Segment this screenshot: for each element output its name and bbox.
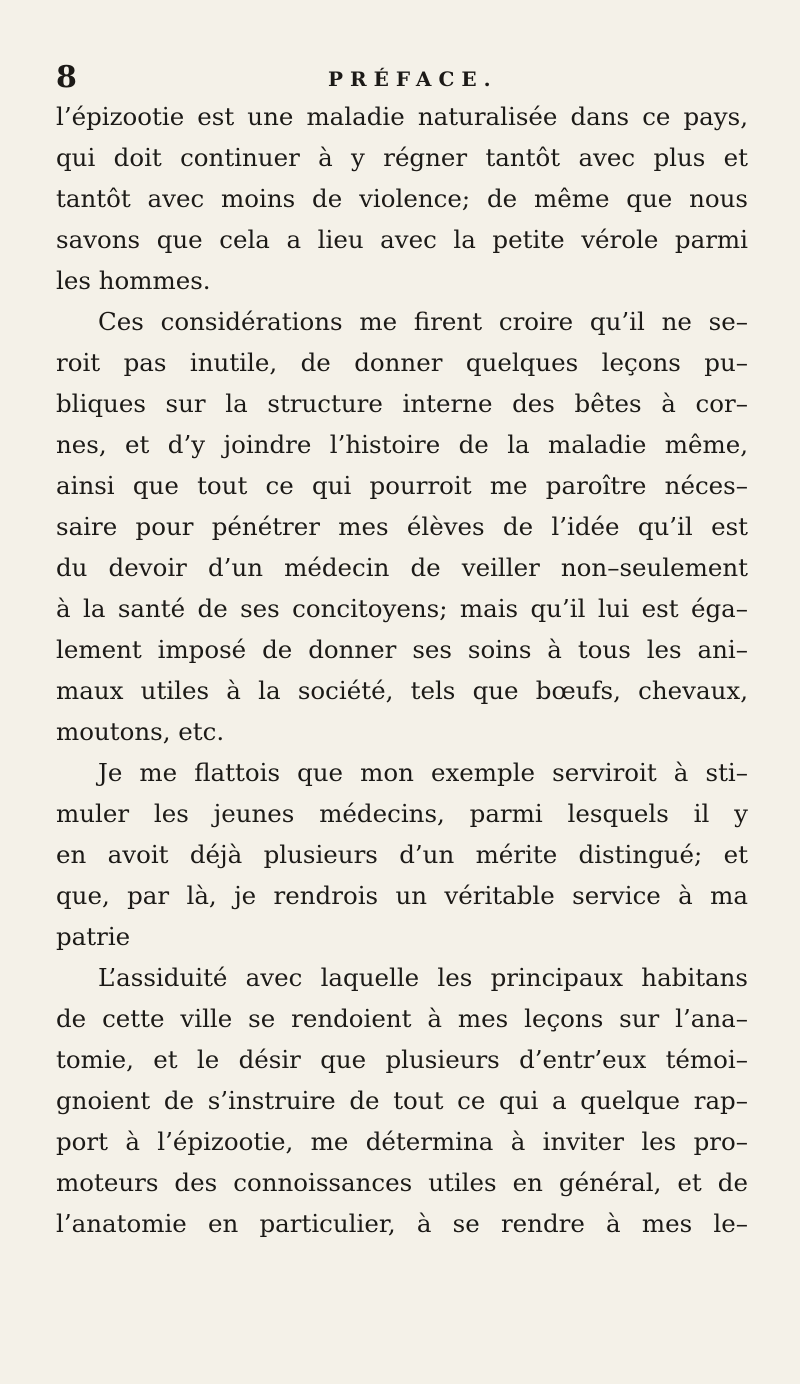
text-line: du devoir d’un médecin de veiller non–seulement [56,553,748,582]
text-line: savons que cela a lieu avec la petite vérole parmi [56,225,748,254]
text-line: les hommes. [56,266,211,295]
body-text [56,96,748,1244]
text-line: saire pour pénétrer mes élèves de l’idée qu’il est [56,512,748,541]
text-line: muler les jeunes médecins, parmi lesquels il y [56,799,748,828]
text-line: bliques sur la structure interne des bêtes à cor– [56,389,748,418]
text-line: maux utiles à la société, tels que bœufs, chevaux, [56,676,748,705]
text-line: patrie [56,922,131,951]
text-line: L’assiduité avec laquelle les principaux habitans [98,963,748,992]
text-line: gnoient de s’instruire de tout ce qui a quelque rap– [56,1086,748,1115]
text-line: l’épizootie est une maladie naturalisée dans ce pays, [56,102,748,131]
text-line: ainsi que tout ce qui pourroit me paroître néces– [56,471,748,500]
text-line: moutons, etc. [56,717,225,746]
text-line: Je me flattois que mon exemple serviroit à sti– [98,758,748,787]
text-line: port à l’épizootie, me détermina à inviter les pro– [56,1127,748,1156]
text-line: que, par là, je rendrois un véritable service à ma [56,881,748,910]
text-line: en avoit déjà plusieurs d’un mérite distingué; et [56,840,748,869]
text-line: nes, et d’y joindre l’histoire de la maladie même, [56,430,748,459]
text-line: à la santé de ses concitoyens; mais qu’il lui est éga– [56,594,748,623]
text-line: de cette ville se rendoient à mes leçons sur l’ana– [56,1004,748,1033]
running-title: PRÉFACE. [328,67,498,91]
text-line: Ces considérations me firent croire qu’il ne se– [98,307,748,336]
text-line: roit pas inutile, de donner quelques leçons pu– [56,348,748,377]
text-line: qui doit continuer à y régner tantôt avec plus et [56,143,748,172]
text-line: lement imposé de donner ses soins à tous les ani– [56,635,748,664]
text-line: tomie, et le désir que plusieurs d’entr’eux témoi– [56,1045,748,1074]
text-line: moteurs des connoissances utiles en général, et de [56,1168,748,1197]
text-line: tantôt avec moins de violence; de même que nous [56,184,748,213]
page-number: 8 [56,60,77,95]
text-line: l’anatomie en particulier, à se rendre à mes le– [56,1209,748,1238]
running-head [56,58,746,98]
